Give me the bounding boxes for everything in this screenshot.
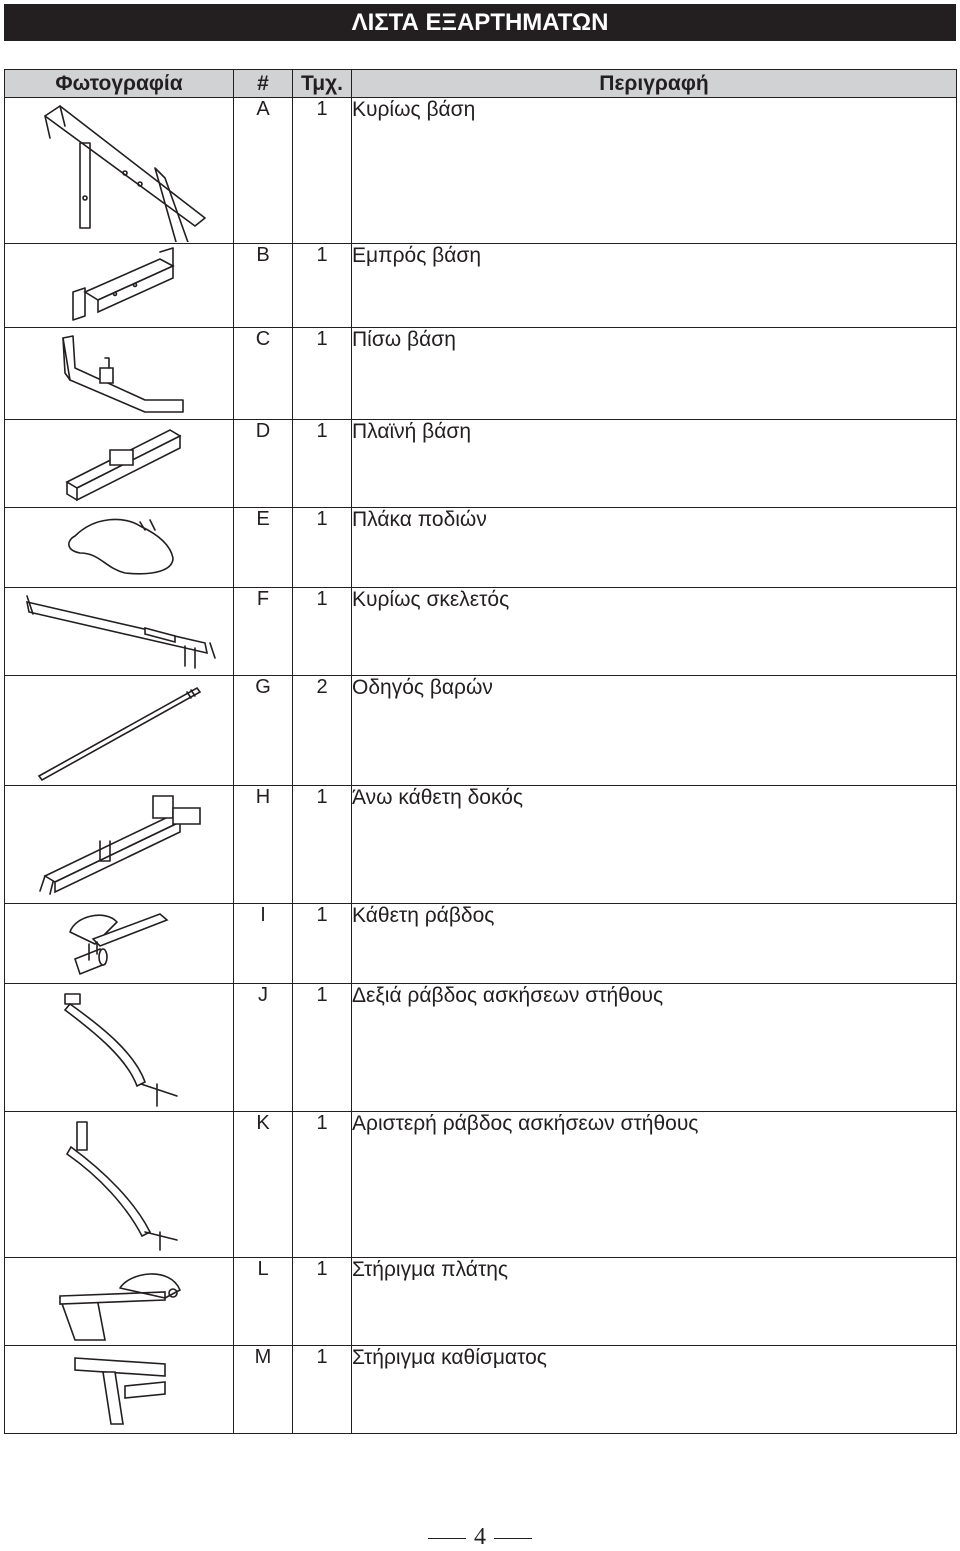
part-id: M: [234, 1346, 293, 1434]
side-base-icon: [5, 420, 231, 506]
part-photo-cell: [5, 420, 234, 508]
upper-vertical-beam-icon: [5, 786, 231, 902]
header-photo: Φωτογραφία: [5, 70, 234, 98]
table-row: [5, 904, 957, 984]
part-description: Πλάκα ποδιών: [352, 508, 957, 588]
part-id: C: [234, 328, 293, 420]
part-qty: 1: [293, 984, 352, 1112]
part-photo-cell: [5, 786, 234, 904]
part-id: I: [234, 904, 293, 984]
table-row: [5, 588, 957, 676]
part-photo-cell: [5, 676, 234, 786]
main-frame-icon: [5, 588, 231, 674]
header-qty: Τμχ.: [293, 70, 352, 98]
part-description: Πίσω βάση: [352, 328, 957, 420]
part-photo-cell: [5, 244, 234, 328]
seat-support-icon: [5, 1346, 231, 1432]
part-qty: 1: [293, 420, 352, 508]
part-photo-cell: [5, 904, 234, 984]
vertical-bar-icon: [5, 904, 231, 982]
rear-base-icon: [5, 328, 231, 418]
part-description: Κυρίως σκελετός: [352, 588, 957, 676]
part-description: Κάθετη ράβδος: [352, 904, 957, 984]
footer-rule-left: [428, 1538, 466, 1539]
part-description: Άνω κάθετη δοκός: [352, 786, 957, 904]
page-number: 4: [474, 1524, 486, 1550]
part-photo-cell: [5, 328, 234, 420]
part-photo-cell: [5, 1346, 234, 1434]
part-qty: 1: [293, 1346, 352, 1434]
part-qty: 1: [293, 1112, 352, 1258]
part-id: G: [234, 676, 293, 786]
header-id: #: [234, 70, 293, 98]
part-description: Στήριγμα πλάτης: [352, 1258, 957, 1346]
part-description: Οδηγός βαρών: [352, 676, 957, 786]
footer-rule-right: [494, 1538, 532, 1539]
front-base-icon: [5, 244, 231, 326]
part-description: Πλαϊνή βάση: [352, 420, 957, 508]
part-description: Αριστερή ράβδος ασκήσεων στήθους: [352, 1112, 957, 1258]
left-chest-bar-icon: [5, 1112, 231, 1256]
table-row: [5, 98, 957, 244]
part-photo-cell: [5, 588, 234, 676]
part-id: A: [234, 98, 293, 244]
part-qty: 1: [293, 328, 352, 420]
parts-table: [4, 69, 957, 1434]
foot-plate-icon: [5, 508, 231, 586]
part-id: K: [234, 1112, 293, 1258]
part-id: B: [234, 244, 293, 328]
part-qty: 1: [293, 244, 352, 328]
part-id: L: [234, 1258, 293, 1346]
page-title: ΛΙΣΤΑ ΕΞΑΡΤΗΜΑΤΩΝ: [4, 4, 956, 41]
header-description: Περιγραφή: [352, 70, 957, 98]
part-qty: 1: [293, 904, 352, 984]
weight-guide-rod-icon: [5, 676, 231, 784]
table-row: [5, 786, 957, 904]
part-photo-cell: [5, 984, 234, 1112]
part-id: F: [234, 588, 293, 676]
table-row: [5, 328, 957, 420]
table-row: [5, 1346, 957, 1434]
table-row: [5, 420, 957, 508]
part-id: J: [234, 984, 293, 1112]
part-description: Στήριγμα καθίσματος: [352, 1346, 957, 1434]
part-qty: 1: [293, 98, 352, 244]
table-row: [5, 676, 957, 786]
table-row: [5, 508, 957, 588]
part-description: Κυρίως βάση: [352, 98, 957, 244]
table-row: [5, 984, 957, 1112]
part-description: Δεξιά ράβδος ασκήσεων στήθους: [352, 984, 957, 1112]
part-id: H: [234, 786, 293, 904]
part-description: Εμπρός βάση: [352, 244, 957, 328]
part-photo-cell: [5, 1112, 234, 1258]
part-qty: 1: [293, 588, 352, 676]
main-base-icon: [5, 98, 231, 242]
part-qty: 2: [293, 676, 352, 786]
page-footer: [0, 1524, 960, 1551]
table-row: [5, 244, 957, 328]
part-id: D: [234, 420, 293, 508]
right-chest-bar-icon: [5, 984, 231, 1110]
table-row: [5, 1112, 957, 1258]
part-photo-cell: [5, 508, 234, 588]
part-photo-cell: [5, 1258, 234, 1346]
part-qty: 1: [293, 786, 352, 904]
table-row: [5, 1258, 957, 1346]
part-qty: 1: [293, 508, 352, 588]
back-support-icon: [5, 1258, 231, 1344]
part-id: E: [234, 508, 293, 588]
table-header-row: [5, 70, 957, 98]
part-qty: 1: [293, 1258, 352, 1346]
part-photo-cell: [5, 98, 234, 244]
